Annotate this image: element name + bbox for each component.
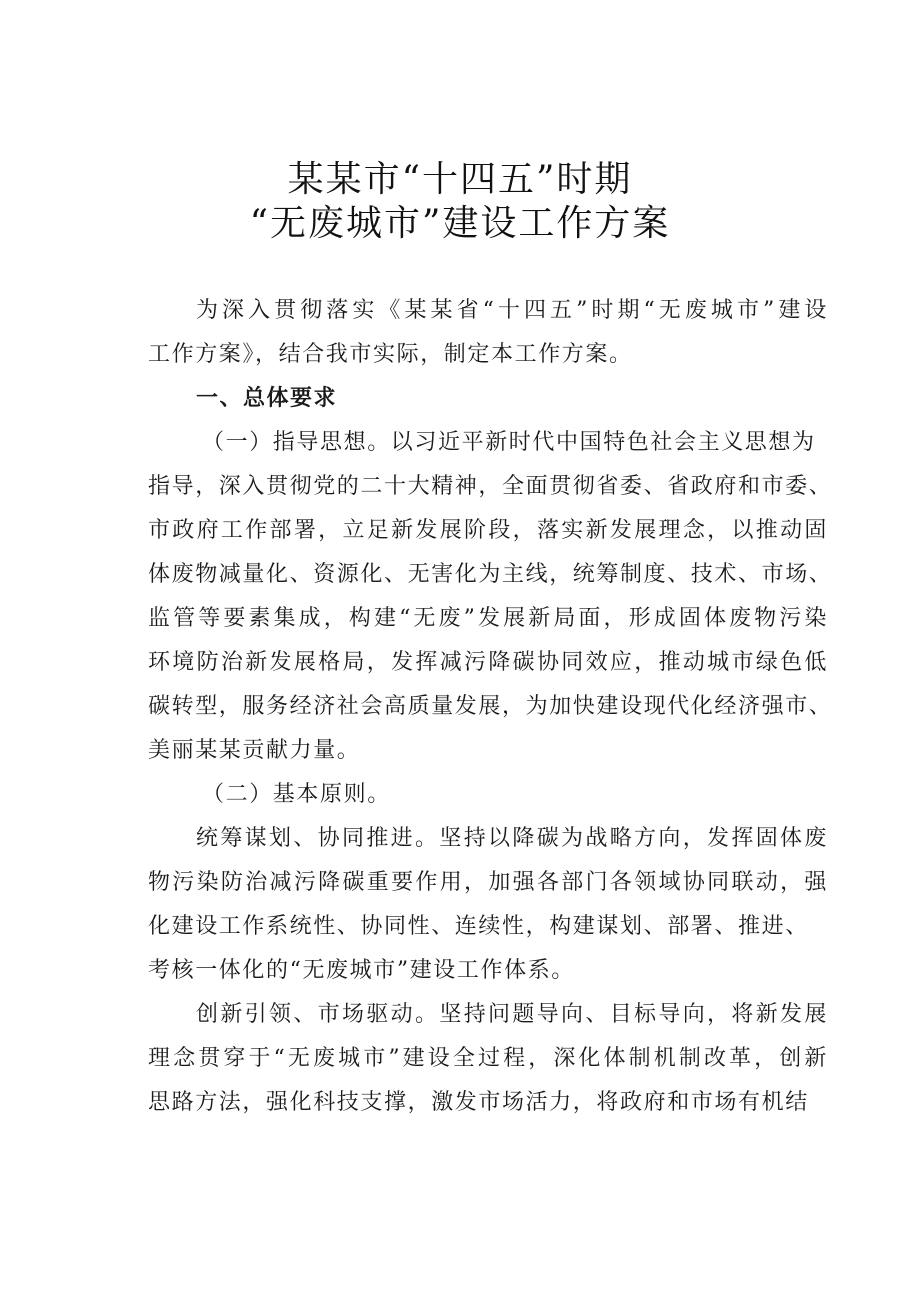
document-title-line-2: “无废城市”建设工作方案: [249, 203, 671, 244]
principle-2-line-2: 理念贯穿于“无废城市”建设全过程，深化体制机制改革，创新: [148, 1046, 828, 1071]
intro-line-2: 工作方案》，结合我市实际，制定本工作方案。: [148, 342, 633, 367]
principle-1-line-3: 化建设工作系统性、协同性、连续性，构建谋划、部署、推进、: [148, 914, 809, 939]
guiding-thought-line-8: 美丽某某贡献力量。: [148, 738, 361, 763]
guiding-thought-line-6: 环境防治新发展格局，发挥减污降碳协同效应，推动城市绿色低: [148, 650, 828, 675]
guiding-thought-line-7: 碳转型，服务经济社会高质量发展，为加快建设现代化经济强市、: [148, 694, 833, 719]
principle-1-line-2: 物污染防治减污降碳重要作用，加强各部门各领域协同联动，强: [148, 870, 828, 895]
principle-2-line-1: 创新引领、市场驱动。坚持问题导向、目标导向，将新发展: [196, 1002, 828, 1027]
guiding-thought-line-4: 体废物减量化、资源化、无害化为主线，统筹制度、技术、市场、: [148, 562, 833, 587]
guiding-thought-line-3: 市政府工作部署，立足新发展阶段，落实新发展理念，以推动固: [148, 518, 828, 543]
basic-principles-heading: （二）基本原则。: [202, 782, 391, 807]
principle-2-line-3: 思路方法，强化科技支撑，激发市场活力，将政府和市场有机结: [148, 1090, 809, 1115]
principle-1-line-1: 统筹谋划、协同推进。坚持以降碳为战略方向，发挥固体废: [196, 826, 828, 851]
principle-1-line-4: 考核一体化的“无废城市”建设工作体系。: [148, 958, 575, 983]
guiding-thought-line-1: （一）指导思想。以习近平新时代中国特色社会主义思想为: [202, 430, 816, 455]
intro-line-1: 为深入贯彻落实《某某省“十四五”时期“无废城市”建设: [196, 298, 828, 323]
guiding-thought-line-2: 指导，深入贯彻党的二十大精神，全面贯彻省委、省政府和市委、: [148, 474, 833, 499]
document-title-line-1: 某某市“十四五”时期: [287, 159, 633, 200]
section-heading-general-requirements: 一、总体要求: [196, 386, 338, 411]
guiding-thought-line-5: 监管等要素集成，构建“无废”发展新局面，形成固体废物污染: [148, 606, 828, 631]
